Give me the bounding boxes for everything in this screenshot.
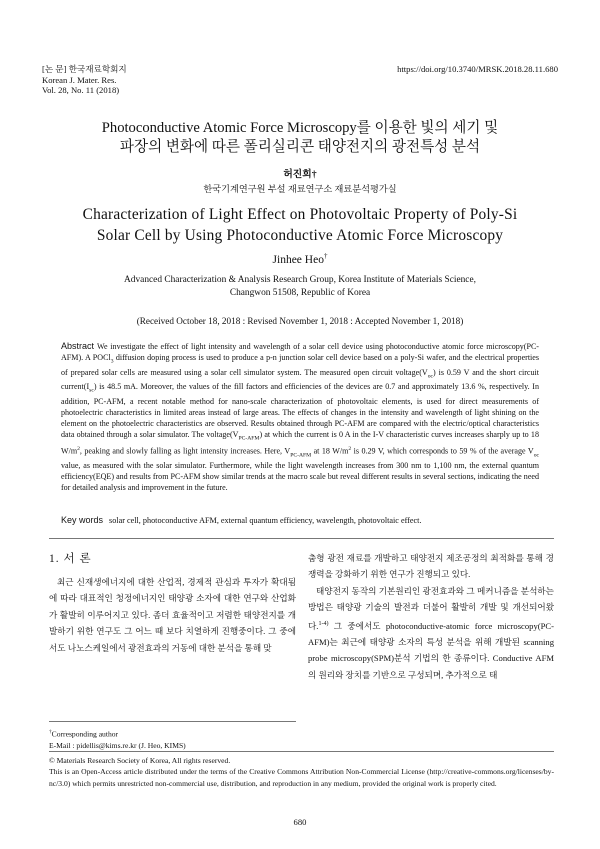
abstract-text-6: , peaking and slowly falling as light intensity increases. Here, V	[79, 446, 291, 456]
abstract-text-7: at 18 W/m	[311, 446, 349, 456]
korean-affiliation: 한국기계연구원 부설 재료연구소 재료분석평가실	[203, 184, 397, 194]
subscript-sc: sc	[89, 387, 94, 394]
footnote	[49, 727, 299, 751]
license-divider	[49, 751, 554, 752]
section-title-introduction: 1. 서 론	[49, 553, 92, 565]
right-column-text	[308, 550, 554, 683]
affiliation-line2: Changwon 51508, Republic of Korea	[229, 288, 371, 298]
korean-author: 허진희†	[283, 169, 317, 180]
page-number: 680	[293, 817, 307, 827]
right-paragraph-2a: 태양전지 동작의 기본원리인 광전효과와 그 메커니즘을 분석하는 방법은 태양광 기술의 발전과 더불어 활발히 개발 및 개선되어왔다.	[308, 585, 554, 631]
abstract	[61, 341, 539, 494]
copyright-line: © Materials Research Society of Korea, All rights reserved.	[49, 756, 231, 765]
abstract-text-1: We investigate the effect of light intensity and wavelength of a solar cell device using photoconductive atomic force microscopy(PC-AFM). A POCl	[61, 342, 539, 362]
subscript-oc-2: oc	[533, 452, 540, 459]
footnote-divider	[49, 721, 296, 722]
subscript-3: 3	[110, 358, 114, 365]
keywords-label: Key words	[61, 515, 104, 525]
affiliation-line1: Advanced Characterization & Analysis Research Group, Korea Institute of Materials Science,	[124, 275, 476, 285]
abstract-text-4: ) is 48.5 mA. Moreover, the values of the fill factors and efficiencies of the devices are 0.7 and approximately 13.6 %, respectively. In addition, PC-AFM, a recent notable method for nano-scale characterization of photovoltaic elements, is used for direct measurements of photoelectric characteristics in limited areas instead of large areas. The effects of changes in the intensity and wavelength of light shining on the element on the photoelectric characteristics are observed. Results obtained through PC-AFM are compared with the electric/optical characteristics data obtained through a solar simulator. The voltage(V	[61, 382, 539, 439]
license	[49, 755, 554, 789]
journal-volume: Vol. 28, No. 11 (2018)	[42, 85, 120, 96]
reference-marker: 1-4)	[318, 620, 329, 627]
korean-title-line1: Photoconductive Atomic Force Microscopy를 이용한 빛의 세기 및	[101, 120, 499, 136]
superscript-2: 2	[77, 446, 80, 453]
author-name: Jinhee Heo	[272, 253, 324, 266]
abstract-text-9: value, as measured with the solar simulator. Furthermore, while the light wavelength increases from 300 nm to 1,100 nm, the external quantum efficiency(EQE) and results from PC-AFM show similar trends at the macro scale but reveal different results in several sections, indicating the need for detailed analysis and improvement in the future.	[61, 461, 539, 493]
korean-title-line2: 파장의 변화에 따른 폴리실리콘 태양전지의 광전특성 분석	[119, 138, 481, 155]
abstract-label: Abstract	[61, 341, 95, 351]
right-paragraph-2	[308, 583, 554, 683]
footnote-mark: †	[49, 729, 52, 735]
section-divider	[49, 538, 554, 539]
abstract-text-8: is 0.29 V, which corresponds to 59 % of the average V	[351, 446, 534, 456]
journal-header	[42, 64, 127, 96]
english-title-line1: Characterization of Light Effect on Photovoltaic Property of Poly-Si	[82, 206, 518, 223]
english-title-line2: Solar Cell by Using Photoconductive Atomic Force Microscopy	[96, 226, 504, 244]
subscript-pcafm-2: PC-AFM	[290, 452, 312, 459]
doi-link[interactable]: https://doi.org/10.3740/MRSK.2018.28.11.680	[397, 64, 558, 74]
author-email: E-Mail : pidellis@kims.re.kr (J. Heo, KIMS)	[49, 740, 186, 750]
author-mark: †	[323, 252, 328, 260]
abstract-text-2: diffusion doping process is used to produce a p-n junction solar cell device based on a poly-Si wafer, and the electrical properties of prepared solar cells are measured using a solar cell simulator system. The measured open circuit voltage(V	[61, 352, 539, 377]
submission-dates: (Received October 18, 2018 : Revised November 1, 2018 : Accepted November 1, 2018)	[136, 316, 464, 326]
abstract-text-5: ) at which the current is 0 A in the I-V characteristic curves increases sharply up to 18 W/m	[61, 429, 539, 456]
subscript-pcafm: PC-AFM	[238, 435, 260, 442]
english-title	[40, 205, 560, 246]
keywords	[61, 515, 539, 525]
abstract-text-3: ) is 0.59 V and the short circuit current(I	[61, 367, 539, 392]
corresponding-author: Corresponding author	[51, 729, 119, 739]
keywords-text: solar cell, photoconductive AFM, external quantum efficiency, wavelength, photovoltaic effect.	[109, 516, 422, 525]
subscript-oc: oc	[427, 373, 434, 380]
right-paragraph-2b: 그 중에서도 photoconductive-atomic force microscopy(PC-AFM)는 최근에 태양광 소자의 특성 분석을 위해 개발된 scanning probe microscopy(SPM)분석 기법의 한 종류이다. Conductive AFM의 원리와 장치를 기반으로 구성되며, 추가적으로 태	[308, 620, 554, 680]
english-author	[0, 252, 600, 266]
journal-name-english: Korean J. Mater. Res.	[42, 74, 117, 85]
superscript-2b: 2	[348, 446, 352, 453]
left-column-text: 최근 신재생에너지에 대한 산업적, 경제적 관심과 투자가 확대됨에 따라 대표적인 청정에너지인 태양광 소자에 대한 연구와 산업화가 활발히 이루어지고 있다. 좀더 효율적이고 저렴한 태양전지를 개발하기 위한 연구도 그 어느 때 보다 치열하게 진행중이다. 그 중에서도 나노스케일에서 광전효과의 거동에 대한 분석을 통해 맞	[49, 577, 296, 653]
journal-name-korean: [논 문] 한국재료학회지	[42, 64, 127, 74]
license-text: This is an Open-Access article distributed under the terms of the Creative Commons Attribution Non-Commercial License (http://creative-commons.org/licenses/by-nc/3.0) which permits unrestricted non-commercial use, distribution, and reproduction in any medium, provided the original work is properly cited.	[49, 767, 554, 788]
english-affiliation	[60, 274, 540, 300]
korean-title	[30, 119, 570, 156]
right-paragraph-1: 춤형 광전 재료를 개발하고 태양전지 제조공정의 최적화를 통해 경쟁력을 강화하기 위한 연구가 진행되고 있다.	[308, 553, 554, 580]
